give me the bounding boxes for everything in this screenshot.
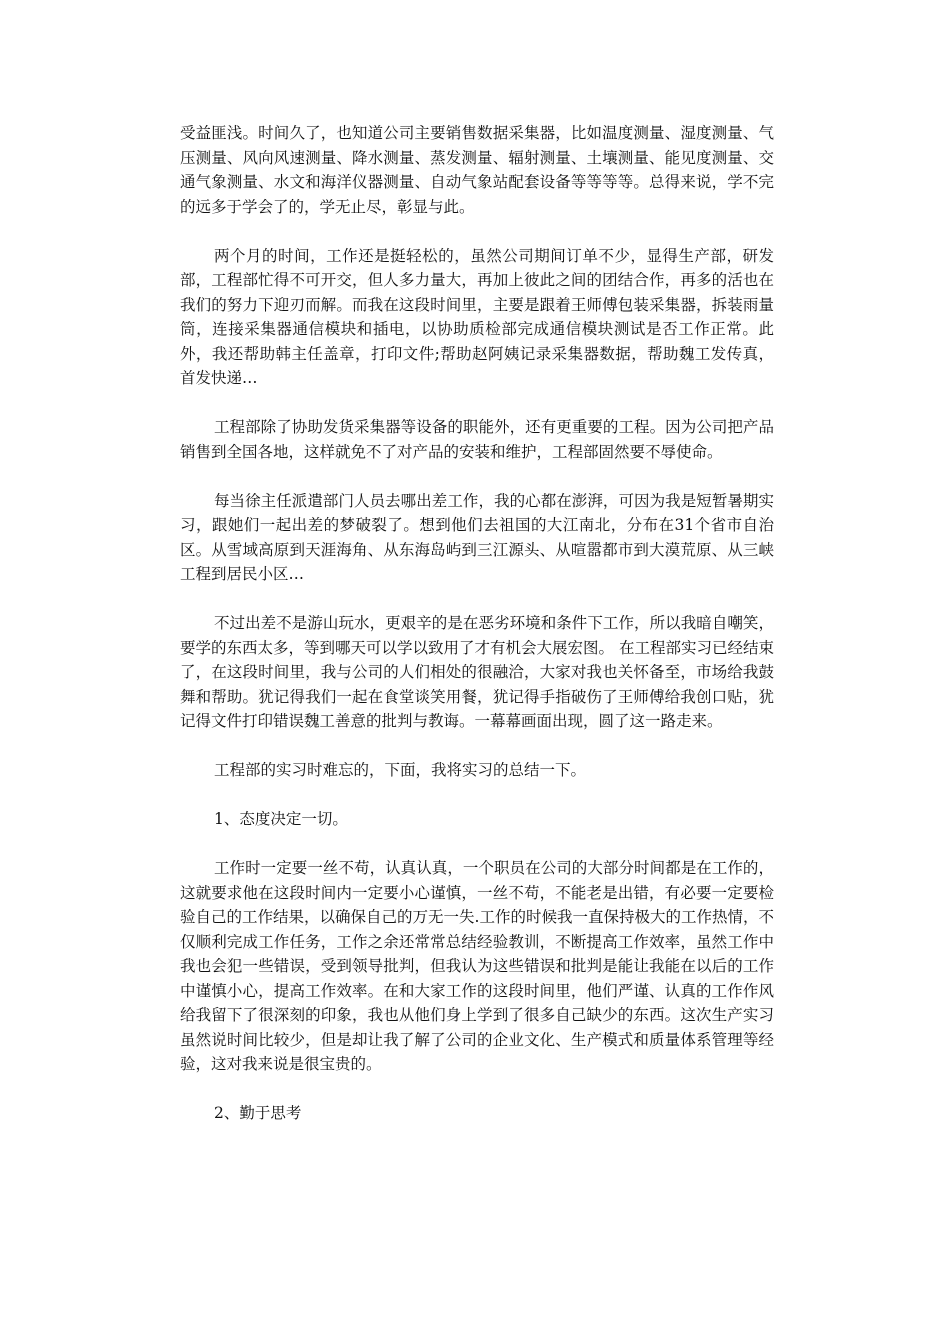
paragraph-two-months: 两个月的时间，工作还是挺轻松的，虽然公司期间订单不少，显得生产部，研发部，工程部忙得不可开交，但人多力量大，再加上彼此之间的团结合作，再多的活也在我们的努力下迎刃而解。而我在这段时间里，主要是跟着王师傅包装采集器，拆装雨量筒，连接采集器通信模块和插电，以协助质检部完成通信模块测试是否工作正常。此外，我还帮助韩主任盖章，打印文件;帮助赵阿姨记录采集器数据，帮助魏工发传真，首发快递… [180,246,774,387]
section-heading-attitude: 1、态度决定一切。 [214,810,348,828]
paragraph-attitude: 工作时一定要一丝不苟，认真认真，一个职员在公司的大部分时间都是在工作的，这就要求他在这段时间内一定要小心谨慎，一丝不苟，不能老是出错，有必要一定要检验自己的工作结果，以确保自己的万无一失.工作的时候我一直保持极大的工作热情，不仅顺利完成工作任务，工作之余还常常总结经验教训，不断提高工作效率，虽然工作中我也会犯一些错误，受到领导批判，但我认为这些错误和批判是能让我能在以后的工作中谨慎小心，提高工作效率。在和大家工作的这段时间里，他们严谨、认真的工作作风给我留下了很深刻的印象，我也从他们身上学到了很多自己缺少的东西。这次生产实习虽然说时间比较少，但是却让我了解了公司的企业文化、生产模式和质量体系管理等经验，这对我来说是很宝贵的。 [180,859,774,1073]
paragraph-business-trips: 每当徐主任派遣部门人员去哪出差工作，我的心都在澎湃，可因为我是短暂暑期实习，跟她们一起出差的梦破裂了。想到他们去祖国的大江南北，分布在31个省市自治区。从雪域高原到天涯海角、从东海岛屿到三江源头、从喧嚣都市到大漠荒原、从三峡工程到居民小区… [180,491,774,583]
paragraph-hardship: 不过出差不是游山玩水，更艰辛的是在恶劣环境和条件下工作，所以我暗自嘲笑，要学的东西太多，等到哪天可以学以致用了才有机会大展宏图。 在工程部实习已经结束了，在这段时间里，我与公司的人们相处的很融洽，大家对我也关怀备至，市场给我鼓舞和帮助。犹记得我们一起在食堂谈笑用餐，犹记得手指破伤了王师傅给我创口贴，犹记得文件打印错误魏工善意的批判与教诲。一幕幕画面出现，圆了这一路走来。 [180,614,774,730]
section-heading-thinking: 2、勤于思考 [214,1104,302,1122]
document-body [180,121,774,1150]
paragraph-summary-intro: 工程部的实习时难忘的，下面，我将实习的总结一下。 [214,761,587,779]
paragraph-engineering-dept: 工程部除了协助发货采集器等设备的职能外，还有更重要的工程。因为公司把产品销售到全国各地，这样就免不了对产品的安装和维护，工程部固然要不辱使命。 [180,418,774,461]
paragraph-continuation: 受益匪浅。时间久了，也知道公司主要销售数据采集器，比如温度测量、湿度测量、气压测量、风向风速测量、降水测量、蒸发测量、辐射测量、土壤测量、能见度测量、交通气象测量、水文和海洋仪器测量、自动气象站配套设备等等等等。总得来说，学不完的远多于学会了的，学无止尽，彰显与此。 [180,124,774,216]
